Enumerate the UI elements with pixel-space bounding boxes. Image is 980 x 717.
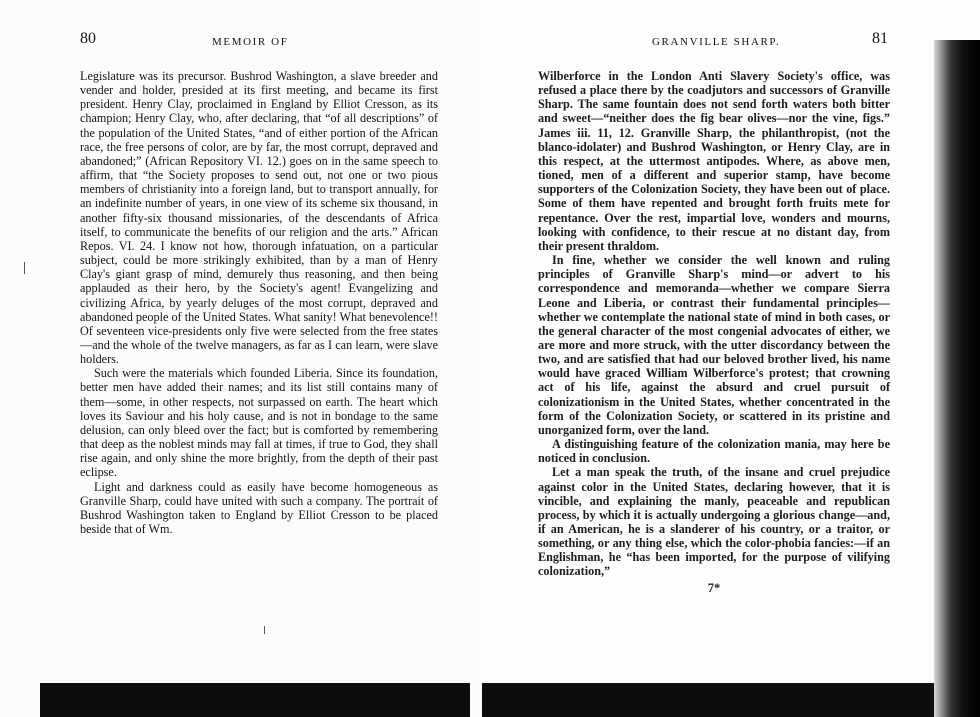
page-edge-shadow	[934, 40, 980, 717]
signature-mark: 7*	[707, 580, 721, 595]
left-paragraph-1: Legislature was its precursor. Bushrod Washington, a slave breeder and vender and holder, presided at its first meeting, and became its first president. Henry Clay, proclaimed in England by Elliot Cresson, as its champion; Henry Clay, who, after declaring, that “of all descriptions” of the population of the United States, “and of either portion of the African race, the free persons of color, are by far, the most corrupt, depraved and abandoned;” (African Repository VI. 12.) goes on in the same speech to affirm, that “the Society proposes to send out, not one or two pious members of christianity into a foreign land, but to transport annually, for an indefinite number of years, in one view of its scheme six thousand, in another fifty-six thousand missionaries, of the descendants of Africa itself, to communicate the benefits of our religion and the arts.” African Repos. VI. 24. I know not how, thorough infatuation, on a particular subject, could be more strikingly exhibited, than by a man of Henry Clay's giant grasp of mind, demurely thus reasoning, and then being applauded as their hero, by the Society's agent! Evangelizing and civilizing Africa, by yearly deluges of the most corrupt, depraved and abandoned people of the United States. What sanity! What benevolence!! Of seventeen vice-presidents only five were selected from the free states—and the whole of the twelve managers, as far as I can learn, were slave holders.	[80, 69, 438, 367]
left-paragraph-3: Light and darkness could as easily have become homogeneous as Granville Sharp, could have united with such a company. The portrait of Bushrod Washington taken to England by Elliot Cresson to be placed beside that of Wm.	[80, 479, 438, 536]
margin-mark	[24, 262, 25, 274]
left-running-head: MEMOIR OF	[212, 36, 289, 48]
scan-shadow-left	[40, 683, 470, 717]
right-text-column	[538, 69, 890, 595]
left-paragraph-2: Such were the materials which founded Liberia. Since its foundation, better men have added their names; and its list still contains many of them—some, in other respects, not surpassed on earth. The heart which loves its Saviour and his holy cause, and is not in bondage to the same delusion, can only bleed over the fact; but is comforted by remembering that deep as the noblest minds may fall at times, if true to God, they shall rise again, and only shine the more brightly, from the depth of their past eclipse.	[80, 366, 438, 480]
stray-mark	[264, 626, 265, 634]
left-text-column	[80, 69, 438, 536]
scan-shadow-right	[482, 683, 952, 717]
right-page	[482, 0, 980, 717]
left-page	[0, 0, 482, 717]
right-paragraph-3: A distinguishing feature of the colonization mania, may here be noticed in conclusion.	[538, 437, 890, 466]
right-running-head: GRANVILLE SHARP.	[652, 36, 781, 48]
right-page-number: 81	[872, 30, 888, 47]
right-paragraph-2: In fine, whether we consider the well known and ruling principles of Granville Sharp's mind—or advert to his correspondence and memoranda—whether we compare Sierra Leone and Liberia, or contrast their fundamental principles—whether we contemplate the national state of mind in both cases, or the general character of the most congenial advocates of either, we are more and more struck, with the utter discordancy between the two, and are satisfied that had our beloved brother lived, his name would have graced William Wilberforce's protest; that crowning act of his life, against the absurd and cruel pursuit of colonizationism in the United States, whether concentrated in the form of the Colonization Society, or scattered in its pristine and unorganized form, over the land.	[538, 253, 890, 437]
right-paragraph-1: Wilberforce in the London Anti Slavery Society's office, was refused a place there by the coadjutors and successors of Granville Sharp. The same fountain does not send forth waters both bitter and sweet—“neither does the fig bear olives—nor the vine, figs.” James iii. 11, 12. Granville Sharp, the philanthropist, (not the blanco-idolater) and Bushrod Washington, or Henry Clay, are in this respect, at the uttermost antipodes. Where, as above men, tioned, men of a different and superior stamp, have become supporters of the Colonization Society, they have been out of place. Some of them have repented and brought forth fruits mete for repentance. Over the rest, impartial love, wonders and mourns, looking with confidence, to their rescue at no distant day, from their present thraldom.	[538, 69, 890, 253]
right-paragraph-4: Let a man speak the truth, of the insane and cruel prejudice against color in the United States, declaring however, that it is vincible, and explaining the manly, peaceable and republican process, by which it is actually undergoing a glorious change—and, if an American, he is a slanderer of his country, or a traitor, or something, or any thing else, which the color-phobia fancies:—if an Englishman, he “has been imported, for the purpose of vilifying colonization,”	[538, 465, 890, 579]
left-page-number: 80	[80, 30, 96, 47]
